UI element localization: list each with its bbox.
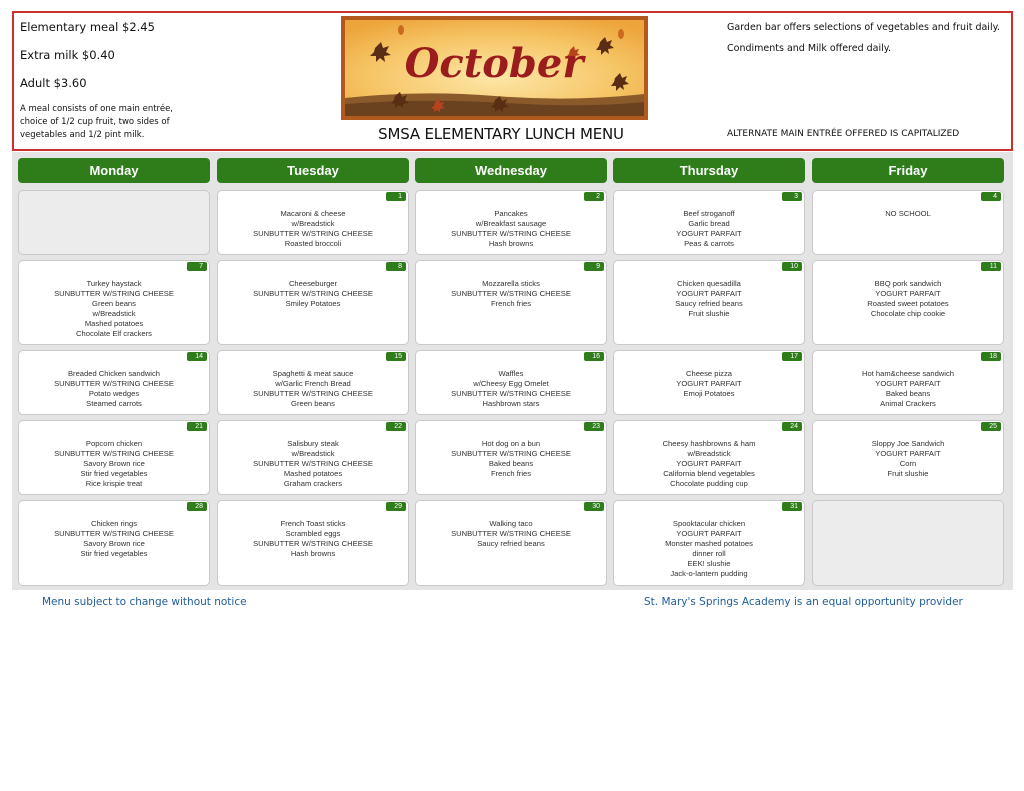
menu-items bbox=[416, 279, 606, 309]
date-badge: 29 bbox=[386, 502, 406, 511]
menu-item: Chocolate chip cookie bbox=[870, 309, 946, 319]
day-header-tuesday: Tuesday bbox=[217, 158, 409, 183]
menu-day-cell bbox=[415, 420, 607, 495]
menu-items bbox=[416, 519, 606, 549]
date-badge: 16 bbox=[584, 352, 604, 361]
menu-day-cell bbox=[812, 190, 1004, 255]
menu-item: Salisbury steak bbox=[287, 439, 339, 448]
menu-item: Roasted broccoli bbox=[284, 239, 342, 249]
menu-item: SUNBUTTER W/STRING CHEESE bbox=[54, 289, 174, 299]
menu-day-cell bbox=[217, 190, 409, 255]
menu-item: Sloppy Joe Sandwich bbox=[871, 439, 945, 448]
menu-item: SUNBUTTER W/STRING CHEESE bbox=[54, 379, 174, 389]
menu-item: BBQ pork sandwich bbox=[874, 279, 942, 288]
menu-items bbox=[614, 209, 804, 249]
menu-day-cell bbox=[18, 190, 210, 255]
day-header-friday: Friday bbox=[812, 158, 1004, 183]
menu-item: YOGURT PARFAIT bbox=[875, 449, 941, 459]
menu-item: Emoji Potatoes bbox=[683, 389, 735, 399]
menu-item: w/Breadstick bbox=[291, 219, 335, 229]
menu-item: Mozzarella sticks bbox=[482, 279, 540, 288]
menu-day-cell bbox=[18, 350, 210, 415]
menu-item: Hot ham&cheese sandwich bbox=[861, 369, 955, 378]
menu-item: Hash browns bbox=[290, 549, 336, 559]
menu-title: SMSA ELEMENTARY LUNCH MENU bbox=[378, 125, 624, 143]
menu-item: Savory Brown rice bbox=[83, 459, 145, 469]
menu-items bbox=[19, 279, 209, 340]
extra-milk-price: Extra milk $0.40 bbox=[20, 48, 115, 62]
menu-item: YOGURT PARFAIT bbox=[676, 459, 742, 469]
menu-items bbox=[19, 519, 209, 559]
menu-items bbox=[218, 279, 408, 309]
menu-item: SUNBUTTER W/STRING CHEESE bbox=[451, 229, 571, 239]
menu-item: SUNBUTTER W/STRING CHEESE bbox=[451, 389, 571, 399]
menu-item: YOGURT PARFAIT bbox=[875, 289, 941, 299]
menu-calendar bbox=[12, 152, 1013, 590]
menu-item: Chocolate pudding cup bbox=[670, 479, 748, 489]
menu-item: Graham crackers bbox=[283, 479, 343, 489]
date-badge: 1 bbox=[386, 192, 406, 201]
day-header-thursday: Thursday bbox=[613, 158, 805, 183]
date-badge: 28 bbox=[187, 502, 207, 511]
menu-item: w/Garlic French Bread bbox=[275, 379, 351, 389]
menu-item: Chicken quesadilla bbox=[677, 279, 741, 288]
menu-day-cell bbox=[613, 420, 805, 495]
menu-item: w/Cheesy Egg Omelet bbox=[473, 379, 549, 389]
menu-day-cell bbox=[613, 190, 805, 255]
menu-item: YOGURT PARFAIT bbox=[875, 379, 941, 389]
menu-item: California blend vegetables bbox=[663, 469, 755, 479]
menu-item: Peas & carrots bbox=[684, 239, 734, 249]
menu-items bbox=[19, 369, 209, 409]
menu-day-cell bbox=[415, 500, 607, 586]
date-badge: 15 bbox=[386, 352, 406, 361]
menu-item: Mashed potatoes bbox=[84, 319, 144, 329]
banner-month-text: October bbox=[404, 40, 584, 87]
menu-day-cell bbox=[812, 500, 1004, 586]
date-badge: 17 bbox=[782, 352, 802, 361]
menu-item: YOGURT PARFAIT bbox=[676, 379, 742, 389]
date-badge: 30 bbox=[584, 502, 604, 511]
menu-item: SUNBUTTER W/STRING CHEESE bbox=[253, 459, 373, 469]
menu-item: YOGURT PARFAIT bbox=[676, 289, 742, 299]
menu-items bbox=[218, 209, 408, 249]
menu-item: Baked beans bbox=[885, 389, 931, 399]
menu-item: Saucy refried beans bbox=[477, 539, 545, 549]
menu-item: SUNBUTTER W/STRING CHEESE bbox=[451, 289, 571, 299]
footer-disclaimer: Menu subject to change without notice bbox=[42, 596, 247, 608]
menu-items bbox=[813, 439, 1003, 479]
date-badge: 9 bbox=[584, 262, 604, 271]
menu-item: Cheesy hashbrowns & ham bbox=[662, 439, 756, 448]
menu-day-cell bbox=[812, 420, 1004, 495]
menu-item: Stir fried vegetables bbox=[80, 549, 148, 559]
menu-day-cell bbox=[18, 420, 210, 495]
menu-items bbox=[813, 279, 1003, 319]
menu-item: Chocolate Elf crackers bbox=[76, 329, 152, 339]
date-badge: 14 bbox=[187, 352, 207, 361]
date-badge: 10 bbox=[782, 262, 802, 271]
menu-day-cell bbox=[217, 350, 409, 415]
footer-equal-opportunity: St. Mary's Springs Academy is an equal opportunity provider bbox=[644, 596, 963, 608]
october-banner bbox=[341, 16, 648, 120]
menu-day-cell bbox=[812, 260, 1004, 345]
garden-bar-note: Garden bar offers selections of vegetables and fruit daily. bbox=[727, 22, 1000, 33]
menu-items bbox=[614, 519, 804, 580]
menu-item: Chicken rings bbox=[90, 519, 137, 528]
menu-item: Scrambled eggs bbox=[285, 529, 341, 539]
menu-item: w/Breadstick bbox=[291, 449, 335, 459]
date-badge: 8 bbox=[386, 262, 406, 271]
menu-item: SUNBUTTER W/STRING CHEESE bbox=[253, 389, 373, 399]
date-badge: 31 bbox=[782, 502, 802, 511]
condiments-note: Condiments and Milk offered daily. bbox=[727, 43, 892, 54]
menu-item: Hot dog on a bun bbox=[481, 439, 541, 448]
menu-item: French Toast sticks bbox=[280, 519, 346, 528]
date-badge: 25 bbox=[981, 422, 1001, 431]
menu-item: SUNBUTTER W/STRING CHEESE bbox=[54, 449, 174, 459]
menu-item: Garlic bread bbox=[688, 219, 730, 229]
autumn-leaves-graphic bbox=[345, 20, 644, 116]
menu-item: Turkey haystack bbox=[86, 279, 142, 288]
menu-item: w/Breadstick bbox=[92, 309, 136, 319]
menu-item: Popcorn chicken bbox=[85, 439, 143, 448]
alternate-entree-note: ALTERNATE MAIN ENTRÉE OFFERED IS CAPITALIZED bbox=[727, 129, 960, 139]
menu-item: SUNBUTTER W/STRING CHEESE bbox=[451, 529, 571, 539]
date-badge: 18 bbox=[981, 352, 1001, 361]
menu-item: French fries bbox=[490, 299, 532, 309]
menu-item: Fruit slushie bbox=[887, 469, 929, 479]
menu-item: EEK! slushie bbox=[687, 559, 731, 569]
menu-day-cell bbox=[812, 350, 1004, 415]
menu-item: SUNBUTTER W/STRING CHEESE bbox=[253, 539, 373, 549]
date-badge: 21 bbox=[187, 422, 207, 431]
menu-day-cell bbox=[613, 500, 805, 586]
menu-items bbox=[218, 519, 408, 559]
menu-item: Spooktacular chicken bbox=[672, 519, 746, 528]
menu-day-cell bbox=[415, 260, 607, 345]
menu-item: Steamed carrots bbox=[86, 399, 142, 409]
date-badge: 3 bbox=[782, 192, 802, 201]
menu-header bbox=[12, 11, 1013, 151]
date-badge: 22 bbox=[386, 422, 406, 431]
menu-item: Roasted sweet potatoes bbox=[867, 299, 949, 309]
menu-item: Green beans bbox=[291, 399, 335, 409]
day-header-wednesday: Wednesday bbox=[415, 158, 607, 183]
menu-item: Hashbrown stars bbox=[482, 399, 540, 409]
menu-item: Beef stroganoff bbox=[683, 209, 735, 218]
price-list bbox=[20, 19, 190, 142]
menu-item: w/Breadstick bbox=[687, 449, 731, 459]
date-badge: 24 bbox=[782, 422, 802, 431]
date-badge: 7 bbox=[187, 262, 207, 271]
meal-definition: A meal consists of one main entrée, choice of 1/2 cup fruit, two sides of vegetables and 1/2 pint milk. bbox=[20, 104, 174, 140]
date-badge: 11 bbox=[981, 262, 1001, 271]
menu-items bbox=[218, 369, 408, 409]
menu-item: SUNBUTTER W/STRING CHEESE bbox=[253, 289, 373, 299]
menu-items bbox=[416, 209, 606, 249]
date-badge: 4 bbox=[981, 192, 1001, 201]
menu-item: YOGURT PARFAIT bbox=[676, 529, 742, 539]
menu-items bbox=[614, 439, 804, 489]
menu-item: Jack-o-lantern pudding bbox=[670, 569, 748, 579]
menu-item: dinner roll bbox=[692, 549, 726, 559]
menu-day-cell bbox=[415, 190, 607, 255]
menu-item: Potato wedges bbox=[88, 389, 140, 399]
menu-items bbox=[218, 439, 408, 489]
menu-item: Hash browns bbox=[488, 239, 534, 249]
menu-item: SUNBUTTER W/STRING CHEESE bbox=[54, 529, 174, 539]
menu-item: Macaroni & cheese bbox=[280, 209, 346, 218]
menu-day-cell bbox=[613, 260, 805, 345]
menu-item: Cheeseburger bbox=[288, 279, 338, 288]
menu-item: Fruit slushie bbox=[688, 309, 730, 319]
menu-item: Rice krispie treat bbox=[85, 479, 143, 489]
date-badge: 23 bbox=[584, 422, 604, 431]
menu-item: Cheese pizza bbox=[685, 369, 732, 378]
date-badge: 2 bbox=[584, 192, 604, 201]
menu-item: NO SCHOOL bbox=[885, 209, 931, 218]
menu-item: Saucy refried beans bbox=[675, 299, 743, 309]
menu-items bbox=[416, 369, 606, 409]
menu-item: Spaghetti & meat sauce bbox=[272, 369, 354, 378]
menu-items bbox=[614, 369, 804, 399]
menu-items bbox=[614, 279, 804, 319]
menu-item: Waffles bbox=[498, 369, 524, 378]
menu-day-cell bbox=[415, 350, 607, 415]
menu-item: Baked beans bbox=[488, 459, 534, 469]
menu-items bbox=[813, 369, 1003, 409]
menu-item: w/Breakfast sausage bbox=[475, 219, 547, 229]
menu-item: Breaded Chicken sandwich bbox=[67, 369, 161, 378]
menu-day-cell bbox=[217, 260, 409, 345]
menu-item: Stir fried vegetables bbox=[80, 469, 148, 479]
menu-day-cell bbox=[18, 260, 210, 345]
menu-item: Animal Crackers bbox=[880, 399, 936, 409]
menu-item: Corn bbox=[899, 459, 917, 469]
menu-item: SUNBUTTER W/STRING CHEESE bbox=[253, 229, 373, 239]
menu-item: Mashed potatoes bbox=[283, 469, 343, 479]
menu-item: Walking taco bbox=[489, 519, 533, 528]
menu-item: Smiley Potatoes bbox=[285, 299, 341, 309]
menu-items bbox=[813, 209, 1003, 219]
menu-day-cell bbox=[613, 350, 805, 415]
menu-item: YOGURT PARFAIT bbox=[676, 229, 742, 239]
menu-items bbox=[19, 439, 209, 489]
menu-day-cell bbox=[217, 420, 409, 495]
elementary-meal-price: Elementary meal $2.45 bbox=[20, 20, 155, 34]
menu-item: Green beans bbox=[92, 299, 136, 309]
menu-items bbox=[416, 439, 606, 479]
menu-item: SUNBUTTER W/STRING CHEESE bbox=[451, 449, 571, 459]
menu-day-cell bbox=[18, 500, 210, 586]
menu-item: Monster mashed potatoes bbox=[665, 539, 753, 549]
menu-day-cell bbox=[217, 500, 409, 586]
menu-item: Savory Brown rice bbox=[83, 539, 145, 549]
menu-item: Pancakes bbox=[494, 209, 528, 218]
menu-notes bbox=[727, 21, 1012, 63]
day-header-monday: Monday bbox=[18, 158, 210, 183]
adult-meal-price: Adult $3.60 bbox=[20, 76, 87, 90]
menu-item: French fries bbox=[490, 469, 532, 479]
